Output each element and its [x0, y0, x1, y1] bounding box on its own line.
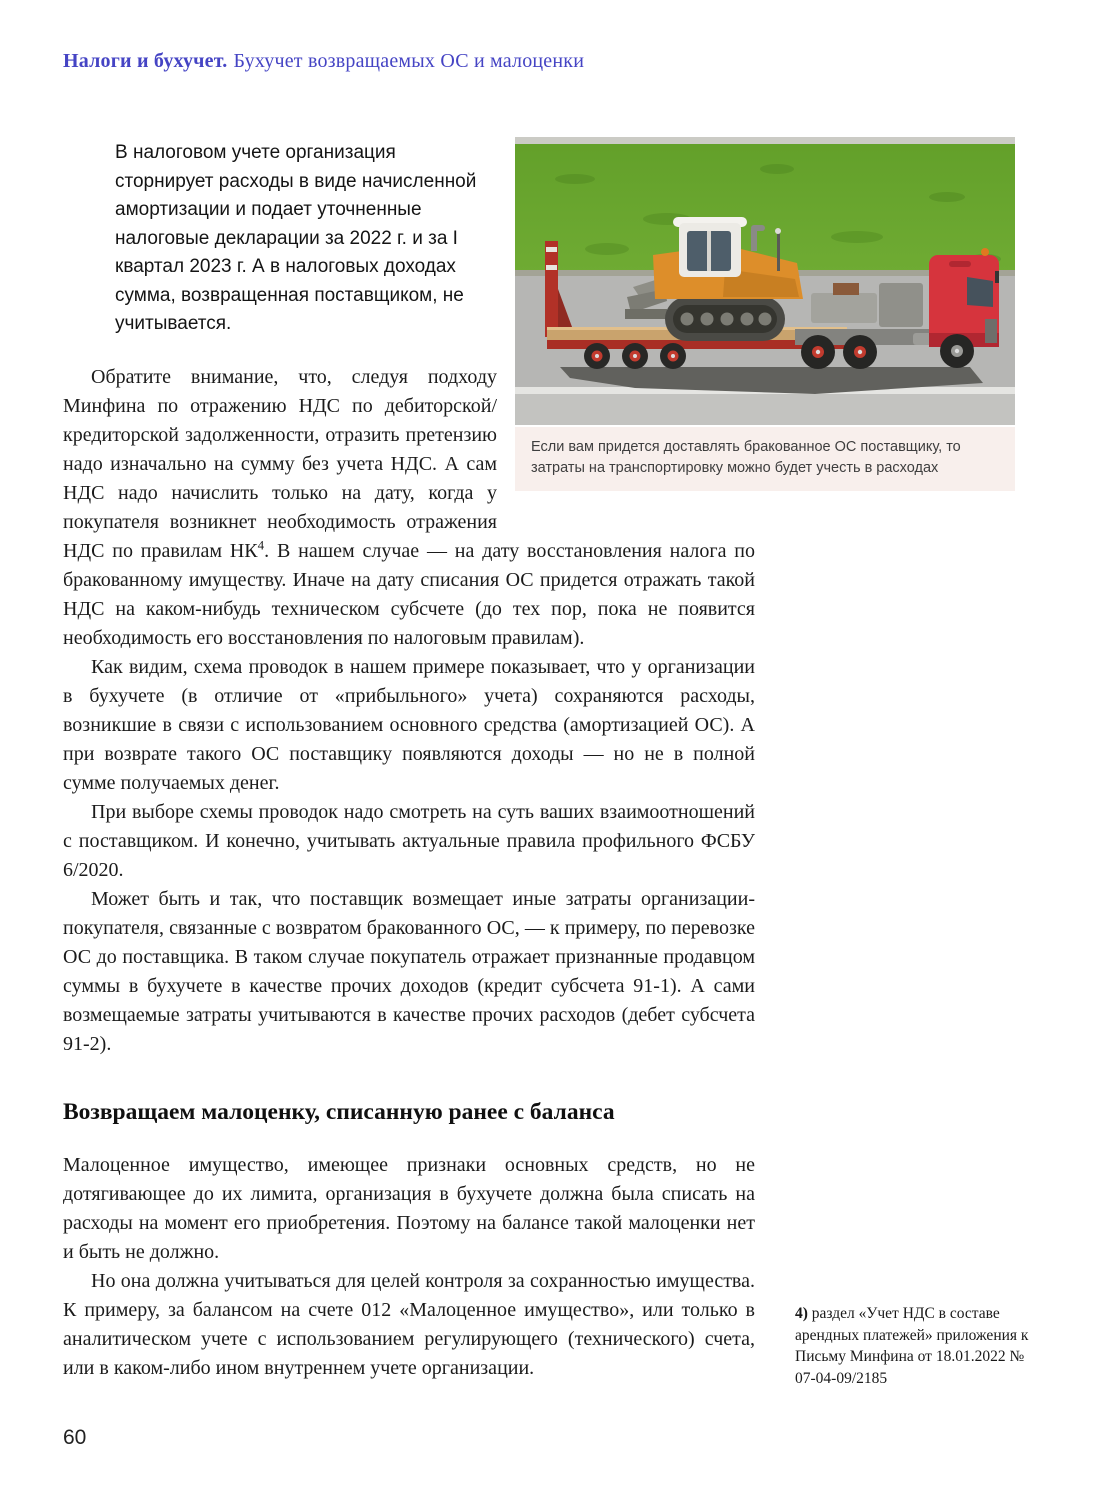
photo-top-road-strip: [515, 137, 1015, 144]
paragraph-scheme: Как видим, схема проводок в нашем примере показывает, что у организации в бухучете (в отличие от «прибыльного» учета) сохраняются расходы, возникшие в связи с использованием основного средства (амортизацией ОС). А при возврате такого ОС поставщику появляются доходы — но не в полной сумме получаемых денег.: [63, 655, 755, 794]
photo-caption: Если вам придется доставлять бракованное ОС поставщику, то затраты на транспортировку можно будет учесть в расходах: [515, 427, 1015, 491]
paragraph-text: Обратите внимание, что, следуя подходу Минфина по отражению НДС по дебиторской/кредиторской задолженности, отразить претензию надо изначально на сумму без учета НДС. А сам НДС надо начислить только на дату, когда у покупателя возникнет необходимость отражения НДС по правилам НК: [63, 365, 497, 562]
truck-with-bulldozer-photo: [515, 137, 1015, 425]
paragraph-text: . В нашем случае — на дату восстановления налога по бракованному имуществу. Иначе на дату списания ОС придется отражать такой НДС на каком-нибудь техническом субсчете (до тех пор, пока не появится необходимость его восстановления по налоговым правилам).: [63, 539, 755, 649]
section-heading: Возвращаем малоценку, списанную ранее с баланса: [63, 1098, 615, 1125]
paragraph-lowvalue-2: Но она должна учитываться для целей контроля за сохранностью имущества. К примеру, за балансом на счете 012 «Малоценное имущество», или только в аналитическом учете с использованием регулирующего (технического) счета, или в каком-либо ином внутреннем учете организации.: [63, 1269, 755, 1379]
paragraph-compensation: Может быть и так, что поставщик возмещает иные затраты организации-покупателя, связанные с возвратом бракованного ОС, — к примеру, по перевозке ОС до поставщика. В таком случае покупатель отражает признанные продавцом суммы в бухучете в качестве прочих доходов (кредит субсчета 91-1). А сами возмещаемые затраты учитываются в качестве прочих расходов (дебет субсчета 91-2).: [63, 887, 755, 1055]
photo-grass: [515, 144, 1015, 272]
photo-figure: [515, 137, 1015, 491]
header-article-title: Бухучет возвращаемых ОС и малоценки: [233, 50, 585, 72]
footnote-reference-4: 4: [257, 536, 265, 552]
footnote-marker: 4): [795, 1305, 808, 1322]
footnote-text: раздел «Учет НДС в составе арендных платежей» приложения к Письму Минфина от 18.01.2022 № 07-04-09/2185: [795, 1305, 1029, 1387]
page-number: 60: [63, 1426, 87, 1449]
header-rubric: Налоги и бухучет.: [63, 50, 228, 72]
example-note: В налоговом учете организация сторнирует расходы в виде начисленной амортизации и подает уточненные налоговые декларации за 2022 г. и за I квартал 2023 г. А в налоговых доходах сумма, возвращенная поставщиком, не учитывается.: [115, 142, 477, 334]
page-header: [63, 50, 584, 73]
footnote-4: [795, 1303, 1040, 1389]
paragraph-choice: При выборе схемы проводок надо смотреть на суть ваших взаимоотношений с поставщиком. И конечно, учитывать актуальные правила профильного ФСБУ 6/2020.: [63, 800, 755, 881]
paragraph-lowvalue-1: Малоценное имущество, имеющее признаки основных средств, но не дотягивающее до их лимита, организация в бухучете должна была списать на расходы на момент его приобретения. Поэтому на балансе такой малоценки нет и быть не должно.: [63, 1153, 755, 1263]
